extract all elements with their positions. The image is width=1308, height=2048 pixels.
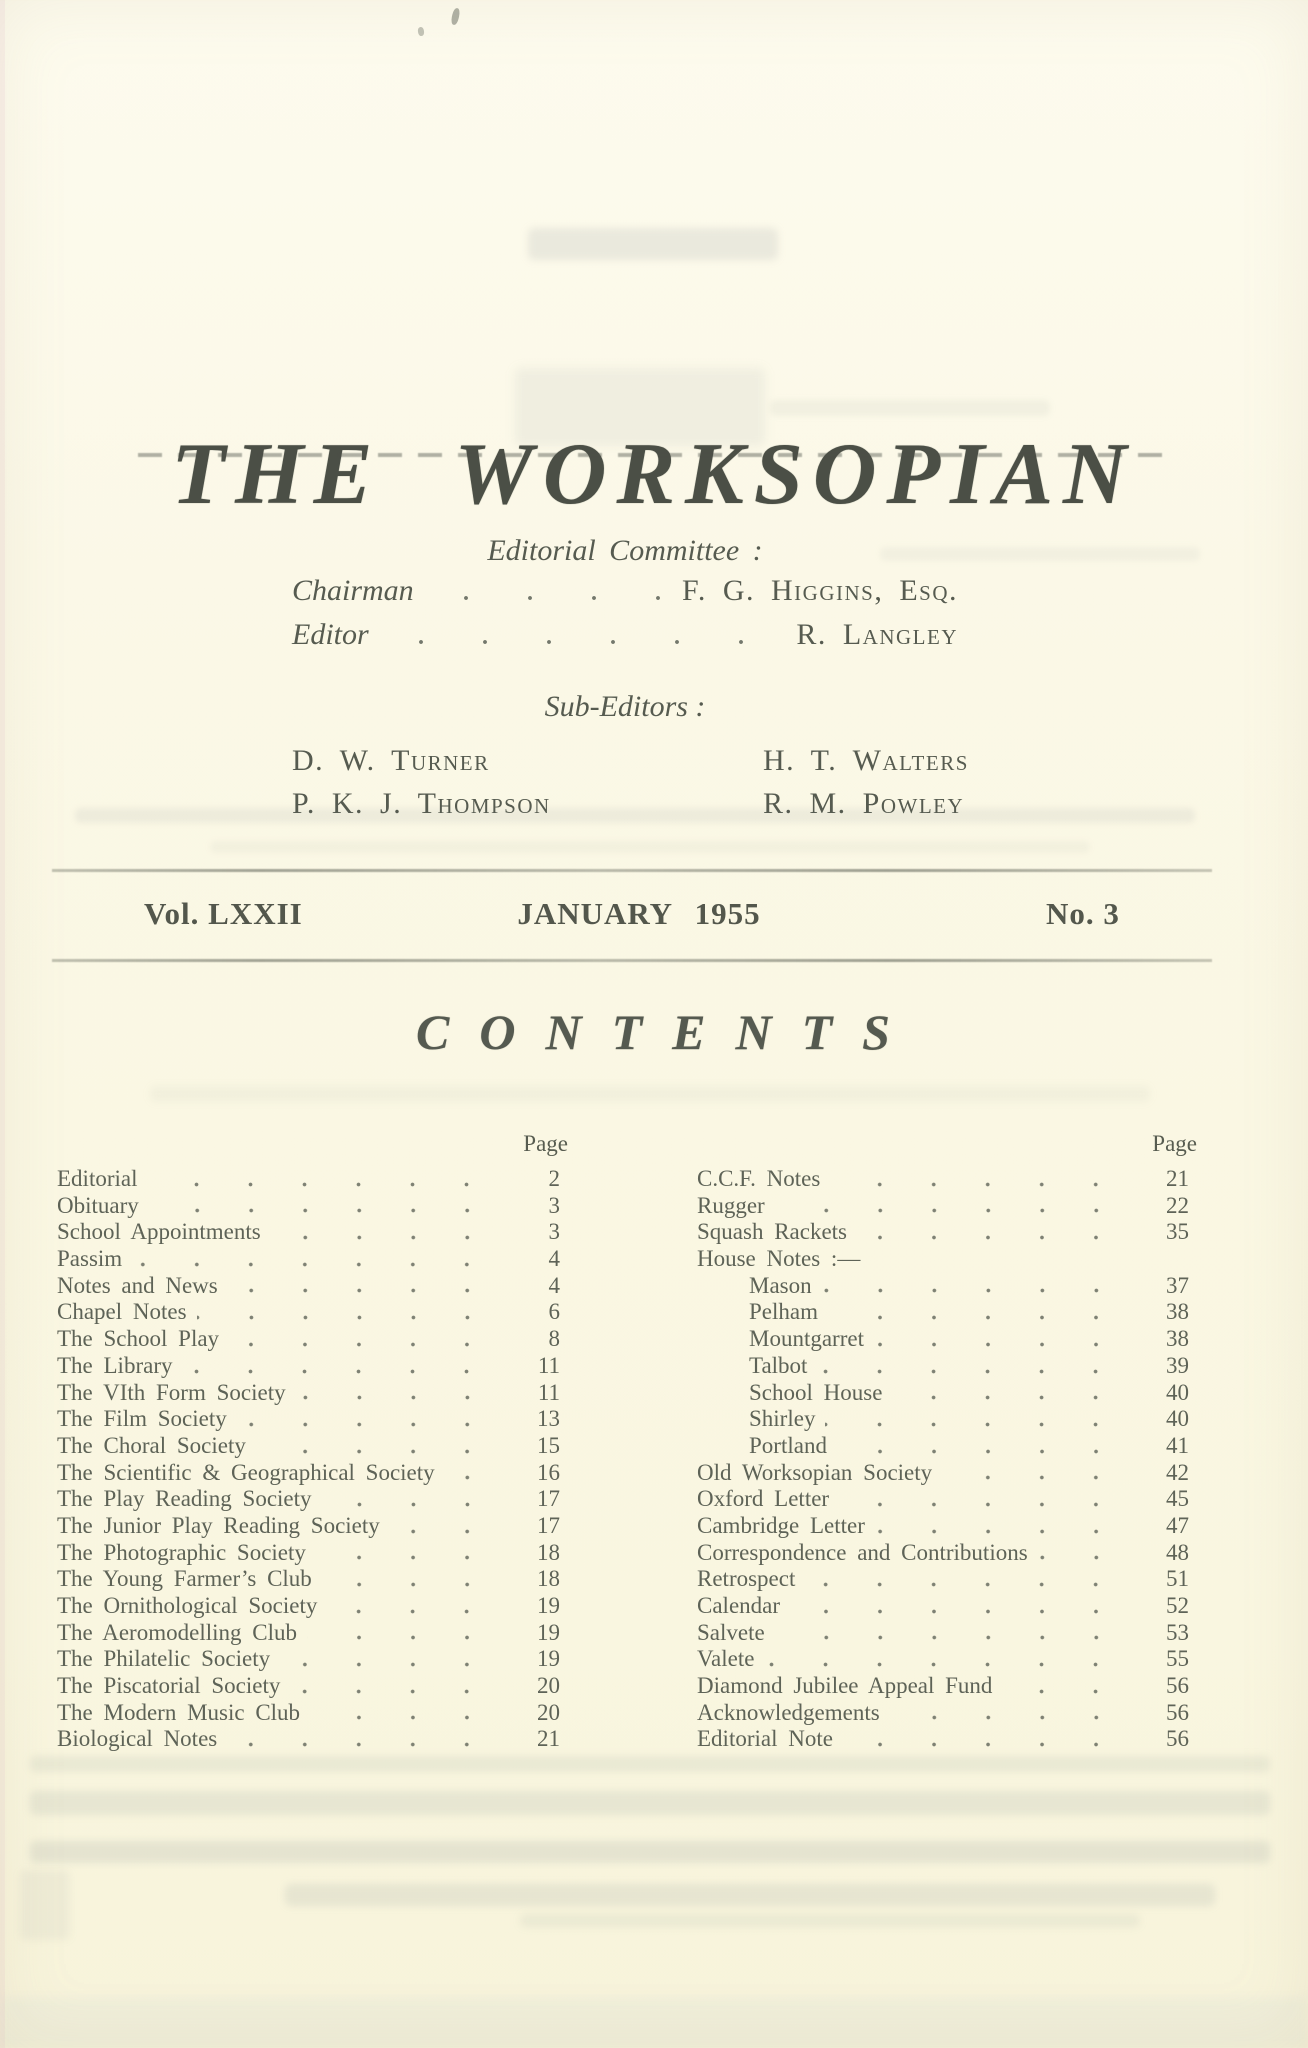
toc-entry-page: 56	[1166, 1726, 1189, 1752]
dot-leader	[825, 1406, 1133, 1433]
toc-row	[697, 1593, 1197, 1620]
toc-row	[57, 1326, 568, 1353]
toc-entry-label: The Modern Music Club	[57, 1699, 301, 1725]
toc-entry-label: The Young Farmer’s Club	[57, 1566, 312, 1592]
toc-row	[57, 1353, 568, 1380]
toc-entry-label: Notes and News	[57, 1272, 218, 1298]
toc-entry-page: 55	[1166, 1646, 1189, 1672]
toc-entry-page: 22	[1166, 1192, 1189, 1218]
dot-leader	[182, 1353, 504, 1380]
committee-role: Editor	[292, 618, 369, 651]
toc-entry-label: Oxford Letter	[697, 1486, 830, 1512]
toc-entry-page: 48	[1166, 1539, 1189, 1565]
toc-row	[57, 1166, 568, 1193]
toc-entry-label: Talbot	[749, 1352, 808, 1378]
dot-leader	[942, 1460, 1133, 1487]
toc-entry-label: Old Worksopian Society	[697, 1459, 933, 1485]
dot-leader	[322, 1566, 504, 1593]
dot-leader	[839, 1486, 1133, 1513]
committee-member-name: R. Langley	[796, 618, 958, 651]
toc-entry-page: 40	[1166, 1379, 1189, 1405]
toc-entry-page: 19	[537, 1619, 560, 1645]
dot-leader	[764, 1646, 1133, 1673]
toc-row	[57, 1193, 568, 1220]
toc-entry-label: The Junior Play Reading Society	[57, 1512, 380, 1538]
toc-entry-label: Obituary	[57, 1192, 139, 1218]
toc-row	[697, 1726, 1197, 1753]
toc-entry-page: 53	[1166, 1619, 1189, 1645]
dot-leader	[132, 1246, 504, 1273]
toc-entry-page: 21	[537, 1726, 560, 1752]
toc-entry-label: The Choral Society	[57, 1432, 246, 1458]
toc-entry-page: 13	[537, 1406, 560, 1432]
toc-entry-page: 2	[548, 1166, 560, 1191]
toc-entry-label: Biological Notes	[57, 1726, 218, 1752]
issue-line	[0, 896, 1308, 936]
sub-editor-name: D. W. Turner	[292, 744, 490, 777]
issue-date: JANUARY 1955	[517, 896, 761, 931]
toc-entry-page: 42	[1166, 1459, 1189, 1485]
toc-entry-label: The Library	[57, 1352, 173, 1378]
toc-entry-label: The Scientific & Geographical Society	[57, 1459, 435, 1485]
showthrough-ghost	[770, 400, 1050, 416]
dot-leader	[790, 1593, 1133, 1620]
showthrough-ghost	[520, 1914, 1140, 1927]
dot-leader	[290, 1673, 504, 1700]
toc-entry-page: 51	[1166, 1566, 1189, 1592]
dot-leader	[307, 1620, 504, 1647]
dot-leader	[857, 1219, 1133, 1246]
toc-entry-label: Shirley	[749, 1406, 816, 1432]
volume-label: Vol. LXXII	[144, 896, 303, 931]
toc-row	[57, 1726, 568, 1753]
dust-speck	[450, 7, 460, 25]
committee-row-editor	[292, 616, 958, 654]
magazine-title: THE WORKSOPIAN	[171, 425, 1137, 523]
toc-row	[697, 1620, 1197, 1647]
toc-row	[697, 1700, 1197, 1727]
editorial-committee-heading: Editorial Committee :	[487, 534, 763, 567]
dot-leader	[822, 1273, 1133, 1300]
dot-leader	[322, 1486, 504, 1513]
dot-leader	[775, 1193, 1133, 1220]
toc-entry-page: 3	[548, 1219, 560, 1245]
dot-leader	[229, 1326, 504, 1353]
showthrough-ghost	[20, 1870, 70, 1940]
toc-entry-label: Portland	[749, 1432, 827, 1458]
committee-member-name: F. G. Higgins, Esq.	[682, 574, 958, 607]
toc-entry-label: The Ornithological Society	[57, 1593, 318, 1618]
committee-row-chairman	[292, 572, 958, 610]
toc-row	[697, 1673, 1197, 1700]
dot-leader	[327, 1593, 504, 1620]
dot-leader	[228, 1273, 504, 1300]
toc-row	[697, 1460, 1197, 1487]
toc-row	[697, 1433, 1197, 1460]
toc-entry-label: The Philatelic Society	[57, 1646, 271, 1672]
toc-row	[57, 1486, 568, 1513]
toc-row	[57, 1646, 568, 1673]
toc-row	[57, 1700, 568, 1727]
toc-entry-label: The Aeromodelling Club	[57, 1619, 297, 1645]
toc-entry-page: 4	[548, 1272, 560, 1298]
showthrough-ghost	[30, 1791, 1270, 1815]
dot-leader	[890, 1700, 1133, 1727]
dot-leader	[775, 1620, 1133, 1647]
toc-entry-page: 40	[1166, 1406, 1189, 1432]
toc-row	[697, 1566, 1197, 1593]
showthrough-ghost	[0, 1998, 1308, 2048]
toc-entry-page: 11	[537, 1379, 560, 1405]
dot-leader	[828, 1299, 1133, 1326]
showthrough-ghost	[75, 808, 1195, 823]
toc-entry-label: Mountgarret	[749, 1326, 864, 1352]
toc-entry-page: 45	[1166, 1486, 1189, 1512]
toc-row	[57, 1540, 568, 1567]
toc-row	[57, 1433, 568, 1460]
dot-leader	[1038, 1540, 1133, 1567]
toc-entry-page: 15	[537, 1432, 560, 1458]
toc-row	[697, 1219, 1197, 1246]
showthrough-ghost	[210, 841, 1090, 853]
toc-row	[697, 1246, 1197, 1273]
toc-row	[57, 1273, 568, 1300]
toc-entry-page: 20	[537, 1673, 560, 1699]
toc-row	[697, 1540, 1197, 1567]
toc-row	[57, 1299, 568, 1326]
toc-row	[697, 1273, 1197, 1300]
showthrough-ghost	[285, 1884, 1215, 1906]
dust-speck	[417, 27, 424, 37]
horizontal-rule	[52, 959, 1212, 962]
contents-left-column	[57, 1130, 568, 1753]
toc-entry-page: 39	[1166, 1352, 1189, 1378]
toc-row	[697, 1326, 1197, 1353]
dot-leader	[227, 1726, 504, 1753]
committee-role: Chairman	[292, 574, 414, 607]
toc-entry-label: The School Play	[57, 1326, 220, 1352]
page-column-header: Page	[1152, 1131, 1197, 1156]
showthrough-ghost	[528, 228, 778, 260]
toc-entry-label: Editorial	[57, 1166, 138, 1191]
toc-row	[57, 1219, 568, 1246]
dot-leader	[870, 1246, 1133, 1273]
toc-entry-page: 19	[537, 1593, 560, 1618]
toc-row	[697, 1513, 1197, 1540]
dot-leader	[892, 1380, 1133, 1407]
toc-row	[57, 1620, 568, 1647]
showthrough-ghost	[30, 1756, 1270, 1772]
toc-entry-label: Acknowledgements	[697, 1699, 880, 1725]
toc-entry-page: 11	[537, 1352, 560, 1378]
toc-entry-page: 3	[548, 1192, 560, 1218]
dot-leader	[445, 1460, 504, 1487]
toc-entry-label: Cambridge Letter	[697, 1512, 865, 1538]
dot-leader	[197, 1299, 504, 1326]
dot-leader	[390, 1513, 504, 1540]
dot-leader	[805, 1566, 1133, 1593]
dot-leader	[280, 1646, 504, 1673]
toc-entry-label: The VIth Form Society	[57, 1379, 286, 1405]
toc-entry-label: Correspondence and Contributions	[697, 1539, 1028, 1565]
toc-entry-label: Salvete	[697, 1619, 765, 1645]
toc-entry-label: School House	[749, 1379, 883, 1405]
toc-entry-page: 17	[537, 1486, 560, 1512]
sub-editor-name: R. M. Powley	[763, 787, 965, 820]
toc-row	[57, 1406, 568, 1433]
contents-heading: CONTENTS	[416, 1004, 920, 1060]
showthrough-ghost	[30, 1841, 1270, 1863]
toc-row	[697, 1380, 1197, 1407]
toc-entry-label: The Piscatorial Society	[57, 1673, 281, 1699]
toc-entry-label: The Photographic Society	[57, 1539, 306, 1565]
toc-entry-label: The Play Reading Society	[57, 1486, 312, 1512]
toc-entry-page: 18	[537, 1539, 560, 1565]
toc-entry-label: School Appointments	[57, 1219, 261, 1245]
toc-entry-page: 41	[1166, 1432, 1189, 1458]
toc-entry-page: 18	[537, 1566, 560, 1592]
dot-leader	[843, 1726, 1133, 1753]
sub-editors-heading: Sub-Editors :	[544, 690, 706, 723]
toc-row	[57, 1566, 568, 1593]
toc-entry-page: 52	[1166, 1593, 1189, 1618]
dot-leader	[837, 1433, 1133, 1460]
toc-entry-page: 20	[537, 1699, 560, 1725]
toc-entry-label: Squash Rackets	[697, 1219, 848, 1245]
dot-leader	[428, 572, 666, 610]
toc-entry-page: 56	[1166, 1699, 1189, 1725]
toc-entry-label: House Notes :—	[697, 1246, 861, 1272]
dot-leader	[875, 1513, 1133, 1540]
toc-entry-page: 37	[1166, 1272, 1189, 1298]
dot-leader	[830, 1166, 1133, 1193]
toc-entry-page: 38	[1166, 1326, 1189, 1352]
toc-entry-label: Pelham	[749, 1299, 818, 1325]
toc-entry-page: 6	[548, 1299, 560, 1325]
toc-entry-page: 16	[537, 1459, 560, 1485]
toc-entry-page: 21	[1166, 1166, 1189, 1191]
toc-entry-label: Calendar	[697, 1593, 781, 1618]
toc-entry-label: Chapel Notes	[57, 1299, 187, 1325]
toc-entry-label: Retrospect	[697, 1566, 796, 1592]
toc-entry-page: 56	[1166, 1673, 1189, 1699]
page-column-header: Page	[523, 1131, 568, 1156]
dot-leader	[1002, 1673, 1133, 1700]
toc-entry-label: Rugger	[697, 1192, 765, 1218]
dot-leader	[383, 616, 781, 654]
showthrough-ghost	[150, 1086, 1150, 1102]
dot-leader	[256, 1433, 504, 1460]
dot-leader	[237, 1406, 504, 1433]
dot-leader	[874, 1326, 1133, 1353]
toc-row	[57, 1460, 568, 1487]
toc-row	[697, 1299, 1197, 1326]
toc-entry-label: Editorial Note	[697, 1726, 833, 1752]
toc-row	[57, 1513, 568, 1540]
issue-number: No. 3	[1046, 896, 1120, 931]
toc-entry-page: 35	[1166, 1219, 1189, 1245]
dot-leader	[149, 1193, 504, 1220]
toc-entry-page: 4	[548, 1246, 560, 1272]
toc-entry-label: Diamond Jubilee Appeal Fund	[697, 1673, 993, 1699]
toc-entry-label: Passim	[57, 1246, 123, 1272]
toc-entry-label: Valete	[697, 1646, 755, 1672]
dot-leader	[271, 1219, 504, 1246]
toc-row	[57, 1593, 568, 1620]
toc-row	[57, 1673, 568, 1700]
toc-row	[57, 1380, 568, 1407]
toc-row	[697, 1646, 1197, 1673]
contents-right-column	[697, 1130, 1197, 1753]
dot-leader	[316, 1540, 504, 1567]
toc-entry-label: The Film Society	[57, 1406, 227, 1432]
toc-entry-page: 8	[548, 1326, 560, 1352]
toc-entry-page: 38	[1166, 1299, 1189, 1325]
toc-entry-page: 19	[537, 1646, 560, 1672]
toc-row	[697, 1166, 1197, 1193]
toc-row	[697, 1486, 1197, 1513]
dot-leader	[147, 1166, 504, 1193]
dot-leader	[296, 1380, 504, 1407]
toc-row	[697, 1193, 1197, 1220]
toc-entry-label: Mason	[749, 1272, 812, 1298]
toc-entry-page: 17	[537, 1512, 560, 1538]
sub-editor-name: H. T. Walters	[763, 744, 969, 777]
dot-leader	[817, 1353, 1133, 1380]
horizontal-rule	[52, 869, 1212, 872]
toc-entry-label: C.C.F. Notes	[697, 1166, 821, 1191]
dot-leader	[310, 1700, 504, 1727]
toc-row	[57, 1246, 568, 1273]
toc-row	[697, 1353, 1197, 1380]
sub-editor-name: P. K. J. Thompson	[292, 787, 551, 820]
toc-entry-page: 47	[1166, 1512, 1189, 1538]
toc-row	[697, 1406, 1197, 1433]
